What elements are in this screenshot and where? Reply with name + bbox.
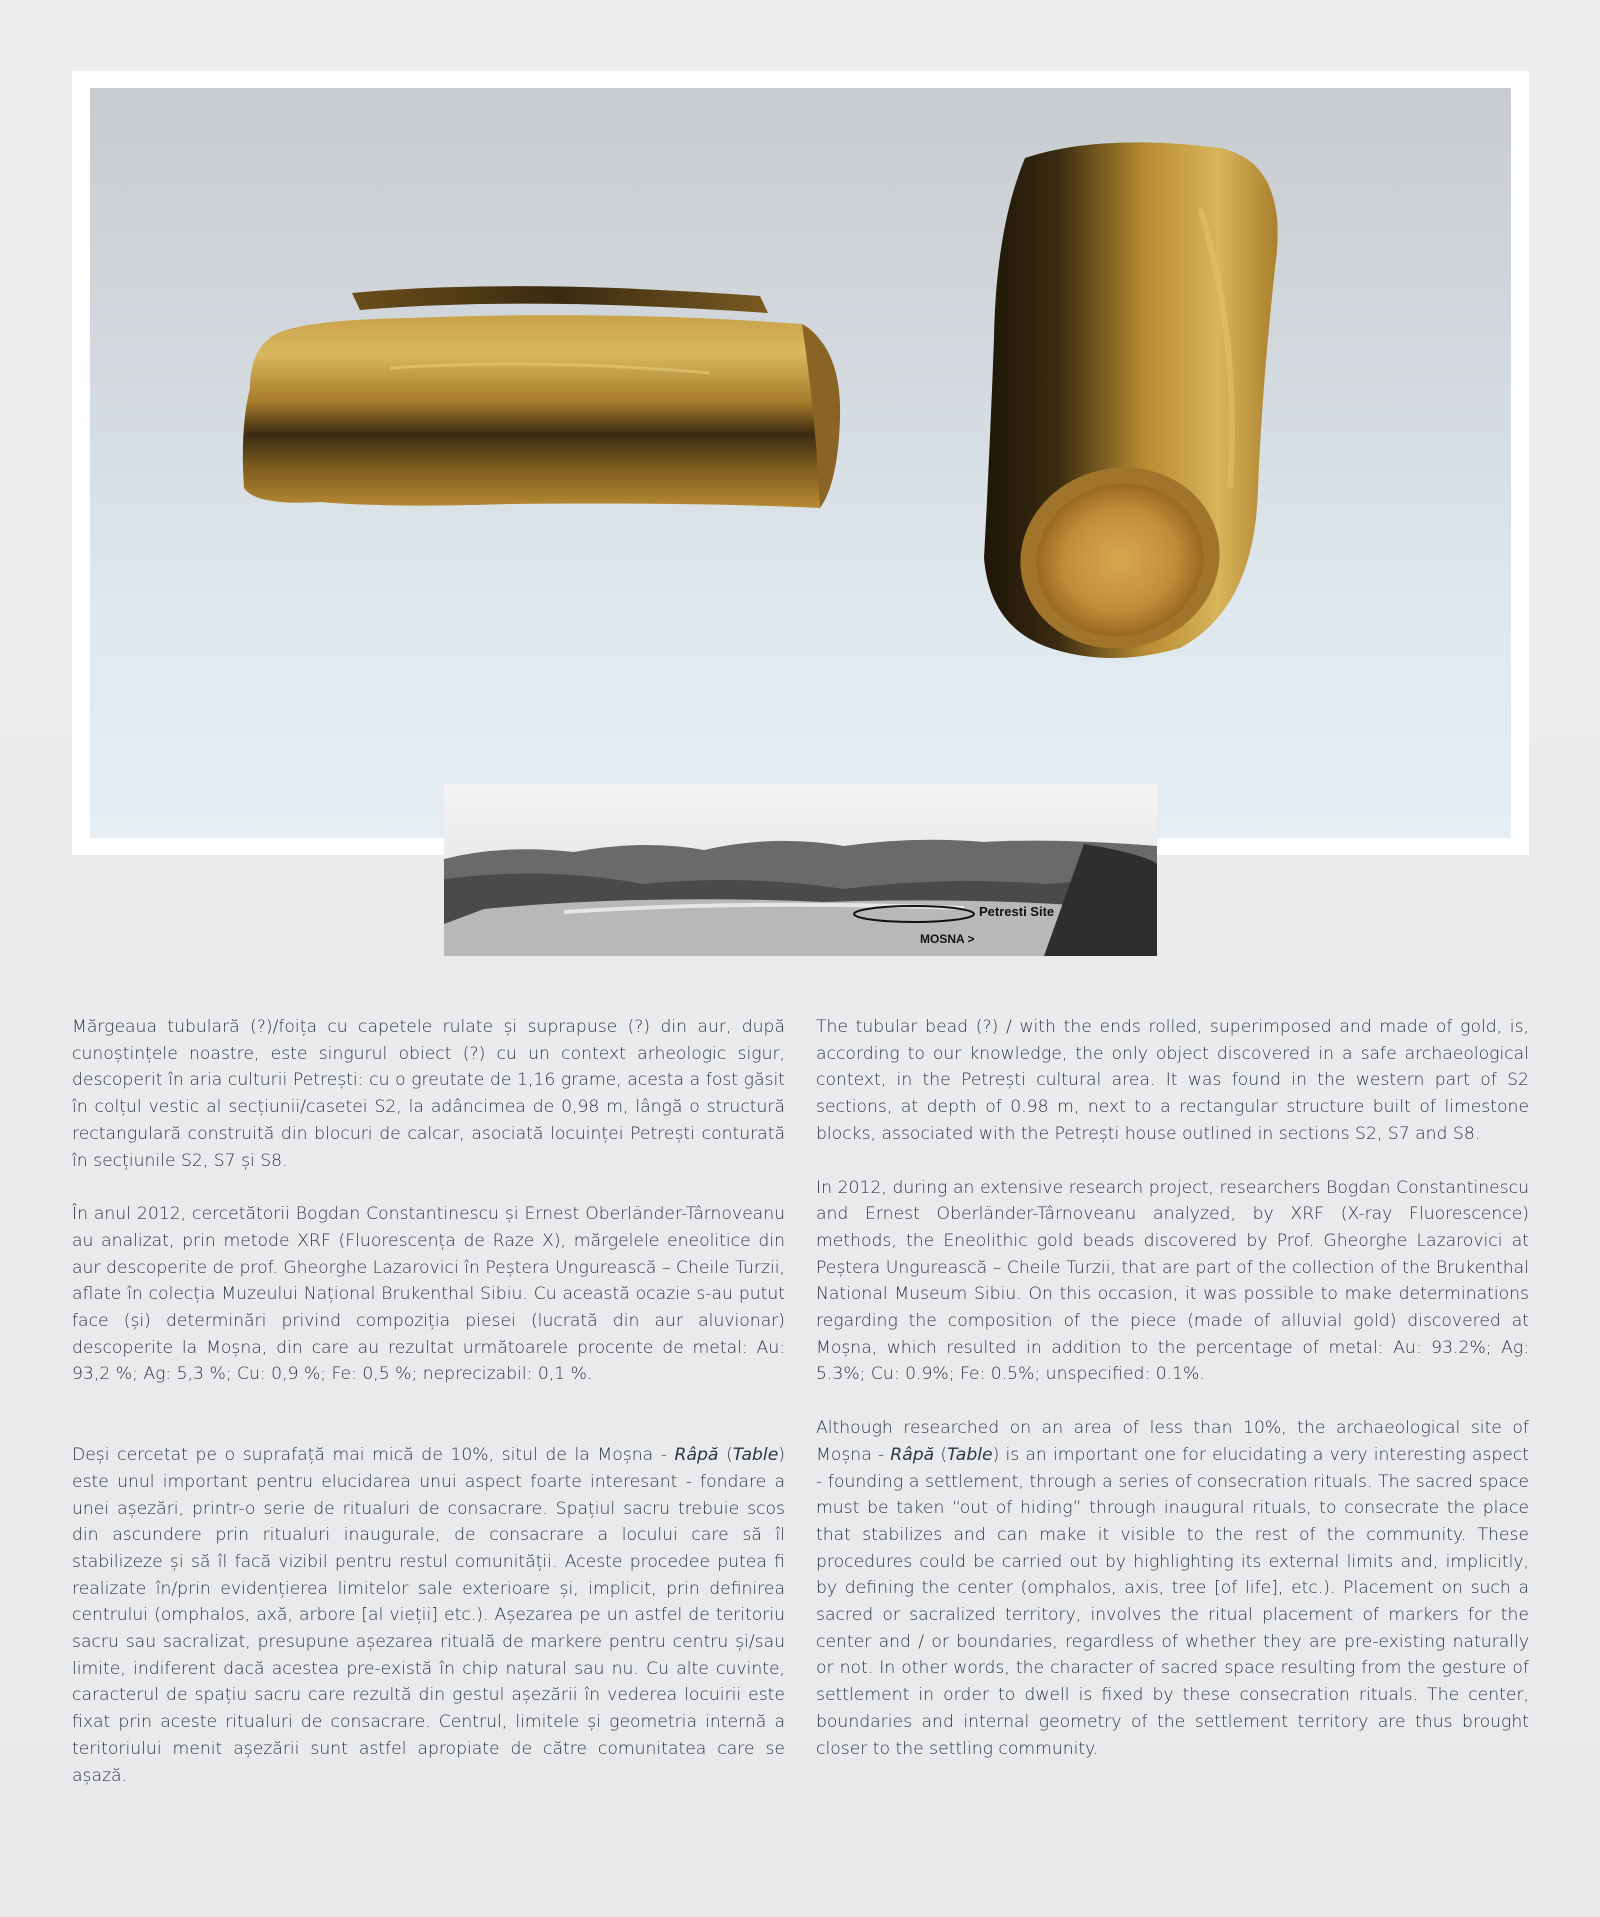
english-column xyxy=(816,1014,1529,1762)
en-p3-table: Table xyxy=(947,1444,993,1465)
ro-paragraph-3 xyxy=(72,1442,785,1789)
ro-p3-after: ) este unul important pentru elucidarea unui aspect foarte interesant - fondare a unei așezări, printr-o serie de ritualuri de consacrare. Spațiul sacru trebuie scos din ascundere prin ritualuri inaugurale, de consacrare a locului care să îl stabilizeze și să îl facă vizibil pentru restul comunității. Aceste procedee putea fi realizate în/prin evidențierea limitelor sale exterioare și, implicit, prin definirea centrului (omphalos, axă, arbore [al vieții] etc.). Așezarea pe un astfel de teritoriu sacru sau sacralizat, presupune așezarea rituală de markere pentru centru și/sau limite, indiferent dacă acestea pre-există în chip natural sau nu. Cu alte cuvinte, caracterul de spațiu sacru care rezultă din gestul așezării în vederea locuirii este fixat prin aceste ritualuri de consacrare. Centrul, limitele și geometria internă a teritoriului menit așezării sunt astfel apropiate de către comunitatea care se așază. xyxy=(72,1445,785,1786)
en-paragraph-2: In 2012, during an extensive research project, researchers Bogdan Constantinescu and Ernest Oberländer-Târnoveanu analyzed, by XRF (X-ray Fluorescence) methods, the Eneolithic gold beads discovered by Prof. Gheorghe Lazarovici at Peștera Ungurească – Cheile Turzii, that are part of the collection of the Brukenthal National Museum Sibiu. On this occasion, it was possible to make determinations regarding the composition of the piece (made of alluvial gold) discovered at Moșna, which resulted in addition to the percentage of metal: Au: 93.2%; Ag: 5.3%; Cu: 0.9%; Fe: 0.5%; unspecified: 0.1%. xyxy=(816,1177,1529,1385)
ro-p3-rapa: Râpă xyxy=(674,1445,719,1466)
photo-frame xyxy=(72,71,1529,855)
en-paragraph-1: The tubular bead (?) / with the ends rolled, superimposed and made of gold, is, according to our knowledge, the only object discovered in a safe archaeological context, in the Petrești cultural area. It was found in the western part of S2 sections, at depth of 0.98 m, next to a rectangular structure built of limestone blocks, associated with the Petrești house outlined in sections S2, S7 and S8. xyxy=(816,1017,1529,1144)
en-p3-before: Although researched on an area of less than 10%, the archaeological site of Moșna - xyxy=(816,1418,1529,1465)
en-p3-after: ) is an important one for elucidating a very interesting aspect - founding a settlement, through a series of consecration rituals. The sacred space must be taken “out of hiding” through inaugural rituals, to consecrate the place that stabilizes and can make it visible to the rest of the community. These procedures could be carried out by highlighting its external limits and, implicitly, by defining the center (omphalos, axis, tree [of life], etc.). Placement on such a sacred or sacralized territory, involves the ritual placement of markers for the center and / or boundaries, regardless of whether they are pre-existing naturally or not. In other words, the character of sacred space resulting from the gesture of settlement in order to dwell is fixed by these consecration rituals. The center, boundaries and internal geometry of the settlement territory are thus brought closer to the settling community. xyxy=(816,1444,1530,1759)
gold-bead-photo xyxy=(90,88,1511,838)
ro-p3-table: Table xyxy=(732,1445,779,1466)
en-p3-rapa: Râpă xyxy=(890,1444,935,1465)
ro-paragraph-2: În anul 2012, cercetătorii Bogdan Constantinescu și Ernest Oberländer-Târnoveanu au analizat, prin metode XRF (Fluorescența de Raze X), mărgelele eneolitice din aur descoperite de prof. Gheorghe Lazarovici în Peștera Ungurească – Cheile Turzii, aflate în colecția Muzeului Național Brukenthal Sibiu. Cu această ocazie s-au putut face (și) determinări privind compoziția piesei (lucrată din aur aluvionar) descoperite la Moșna, din care au rezultat următoarele procente de metal: Au: 93,2 %; Ag: 5,3 %; Cu: 0,9 %; Fe: 0,5 %; neprecizabil: 0,1 %. xyxy=(72,1204,785,1385)
ro-p3-before: Deși cercetat pe o suprafață mai mică de 10%, situl de la Moșna - xyxy=(72,1445,675,1466)
ro-p3-open: ( xyxy=(718,1445,733,1466)
romanian-column xyxy=(72,1014,785,1789)
landscape-photo xyxy=(444,784,1157,956)
en-p3-open: ( xyxy=(934,1444,948,1465)
petresti-site-label: Petresti Site xyxy=(979,904,1055,919)
mosna-label: MOSNA > xyxy=(920,932,975,946)
ro-paragraph-1: Mărgeaua tubulară (?)/foița cu capetele rulate și suprapuse (?) din aur, după cunoștințele noastre, este singurul obiect (?) cu un context arheologic sigur, descoperit în aria culturii Petrești: cu o greutate de 1,16 grame, acesta a fost găsit în colțul vestic al secțiunii/casetei S2, la adâncimea de 0,98 m, lângă o structură rectangulară construită din blocuri de calcar, asociată locuinței Petrești conturată în secțiunile S2, S7 și S8. xyxy=(72,1017,785,1171)
en-paragraph-3 xyxy=(816,1415,1529,1762)
